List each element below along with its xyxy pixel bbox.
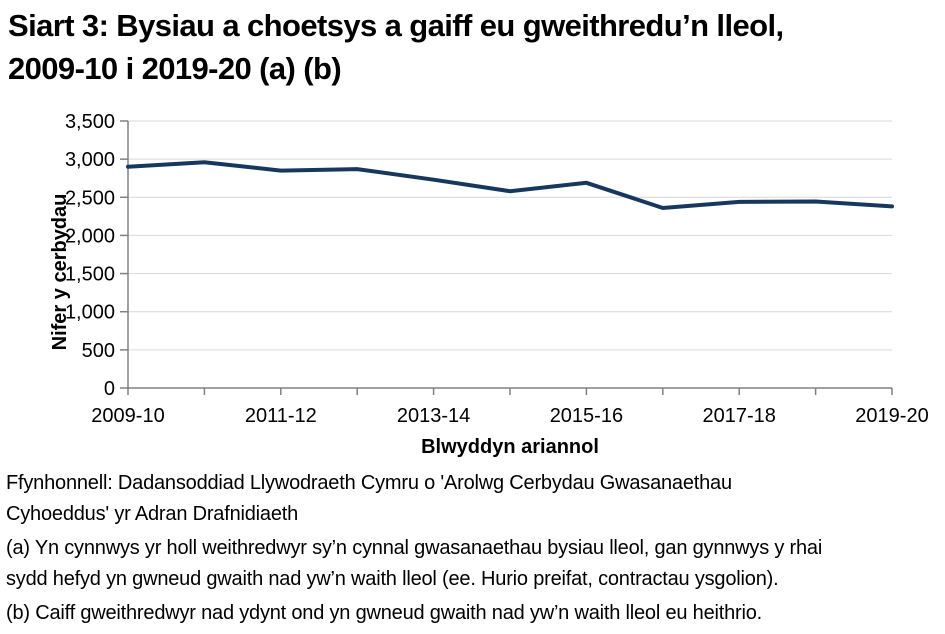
y-tick-label: 2,000 [64,225,115,248]
data-line-local-buses [128,162,892,208]
y-tick-label: 3,500 [64,111,115,133]
x-axis-title: Blwyddyn ariannol [421,436,599,458]
footnote-a [6,533,942,595]
x-tick-label: 2013-14 [396,405,471,427]
footnote-a-line-2: sydd hefyd yn gwneud gwaith nad yw’n waith lleol (ee. Hurio preifat, contractau ysgolion). [6,568,779,590]
y-tick-label: 0 [103,378,115,400]
source-note [6,468,942,530]
footnote-a-line-1: (a) Yn cynnwys yr holl weithredwyr sy’n cynnal gwasanaethau bysiau lleol, gan gynnwys y rhai [6,537,823,559]
source-note-line-2: Cyhoeddus' yr Adran Drafnidiaeth [6,503,299,525]
y-tick-label: 3,000 [64,149,115,172]
y-tick-label: 500 [81,339,115,362]
x-tick-label: 2015-16 [549,405,624,427]
x-tick-label: 2009-10 [91,405,165,427]
chart-title-line-1: Siart 3: Bysiau a choetsys a gaiff eu gweithredu’n lleol, [8,8,784,43]
y-tick-label: 1,000 [64,301,115,324]
chart-footnotes [6,468,942,632]
source-note-line-1: Ffynhonnell: Dadansoddiad Llywodraeth Cymru o 'Arolwg Cerbydau Gwasanaethau [6,472,732,494]
x-tick-label: 2017-18 [702,405,776,427]
line-chart [0,105,945,465]
y-tick-label: 2,500 [64,187,115,210]
chart-title-line-2: 2009-10 i 2019-20 (a) (b) [8,51,342,86]
y-tick-label: 1,500 [64,263,115,286]
y-axis-title: Nifer y cerbydau [49,193,71,351]
footnote-b: (b) Caiff gweithredwyr nad ydynt ond yn gwneud gwaith nad yw’n waith lleol eu heithrio. [6,602,762,624]
chart-title [8,4,938,90]
x-tick-label: 2011-12 [244,405,317,427]
x-tick-label: 2019-20 [855,405,929,427]
